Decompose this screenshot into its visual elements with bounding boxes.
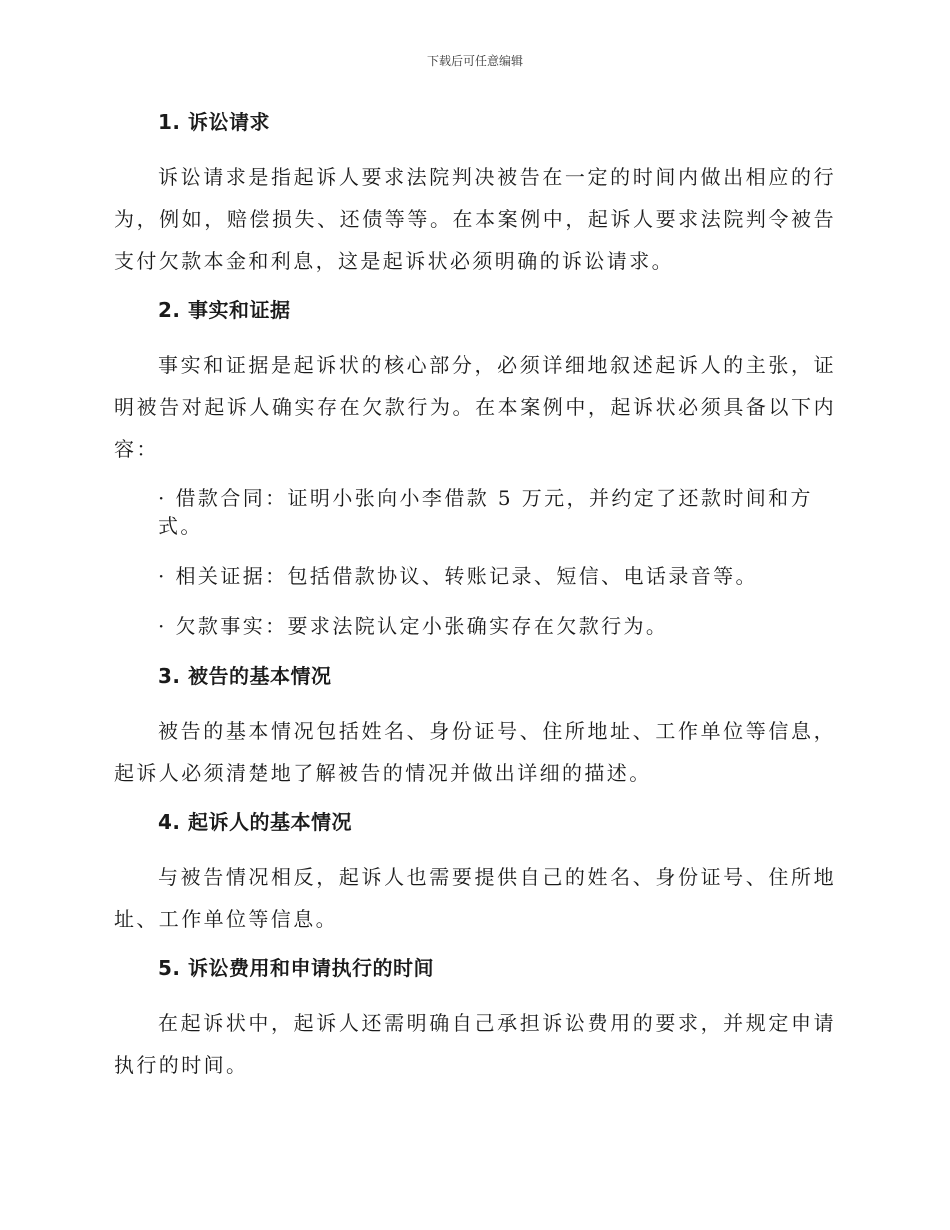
paragraph: 在起诉状中，起诉人还需明确自己承担诉讼费用的要求，并规定申请执行的时间。 [114,1011,836,1077]
section-litigation-request [114,108,836,282]
paragraph: 事实和证据是起诉状的核心部分，必须详细地叙述起诉人的主张，证明被告对起诉人确实存在欠款行为。在本案例中，起诉状必须具备以下内容： [114,353,836,461]
section-heading: 5. 诉讼费用和申请执行的时间 [158,956,434,980]
section-plaintiff-info [114,808,836,940]
section-heading: 4. 起诉人的基本情况 [158,810,352,834]
paragraph: 与被告情况相反，起诉人也需要提供自己的姓名、身份证号、住所地址、工作单位等信息。 [114,865,836,931]
paragraph: 诉讼请求是指起诉人要求法院判决被告在一定的时间内做出相应的行为，例如，赔偿损失、还债等等。在本案例中，起诉人要求法院判令被告支付欠款本金和利息，这是起诉状必须明确的诉讼请求。 [114,165,836,273]
section-fees-execution [114,954,836,1086]
section-facts-evidence [114,296,836,640]
page-header-note: 下载后可任意编辑 [426,54,523,68]
section-heading: 1. 诉讼请求 [158,110,270,134]
document-body [114,108,836,1100]
bullet-item: · 相关证据：包括借款协议、转账记录、短信、电话录音等。 [158,564,758,588]
section-heading: 3. 被告的基本情况 [158,664,332,688]
bullet-item: · 借款合同：证明小张向小李借款 5 万元，并约定了还款时间和方式。 [158,486,813,538]
section-defendant-info [114,662,836,794]
section-heading: 2. 事实和证据 [158,298,291,322]
paragraph: 被告的基本情况包括姓名、身份证号、住所地址、工作单位等信息，起诉人必须清楚地了解被告的情况并做出详细的描述。 [114,719,836,785]
bullet-item: · 欠款事实：要求法院认定小张确实存在欠款行为。 [158,614,669,638]
